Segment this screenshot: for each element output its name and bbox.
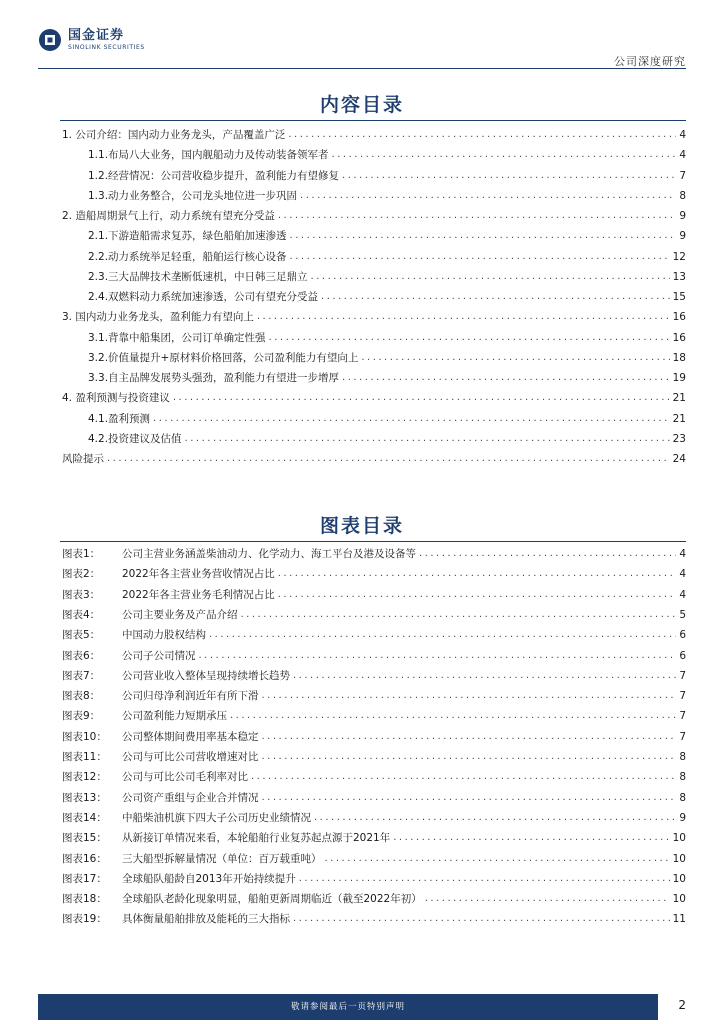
toc-entry-text: 2. 造船周期景气上行，动力系统有望充分受益 xyxy=(62,210,275,222)
logo-english-name: SINOLINK SECURITIES xyxy=(68,43,145,51)
page-header xyxy=(0,0,724,70)
toc-entry[interactable] xyxy=(88,328,686,348)
figure-leader-dots xyxy=(299,869,670,889)
figure-leader-dots xyxy=(262,686,677,706)
toc-entry-page: 21 xyxy=(672,412,686,425)
figure-entry-label: 图表13： xyxy=(62,791,107,804)
figure-leader-dots xyxy=(251,767,676,787)
toc-entry-page: 13 xyxy=(672,270,686,283)
figure-entry-page: 10 xyxy=(672,852,686,865)
toc-leader-dots xyxy=(290,226,677,246)
toc-entry[interactable] xyxy=(88,348,686,368)
figure-entry-page: 8 xyxy=(679,791,686,804)
figure-entry-text: 公司营业收入整体呈现持续增长趋势 xyxy=(122,669,290,682)
toc-entry-page: 18 xyxy=(672,351,686,364)
figure-entry-page: 8 xyxy=(679,751,686,763)
figure-entry-text: 公司整体期间费用率基本稳定 xyxy=(122,730,259,743)
toc-leader-dots xyxy=(269,328,670,348)
toc-entry-text: 3.2.价值量提升+原材料价格回落，公司盈利能力有望向上 xyxy=(88,351,359,364)
page-footer xyxy=(38,994,686,1024)
figure-entry-label: 图表6： xyxy=(62,649,101,662)
toc-entry[interactable] xyxy=(62,449,686,469)
figure-leader-dots xyxy=(230,706,676,726)
toc-entry-text: 1.2.经营情况：公司营收稳步提升，盈利能力有望修复 xyxy=(88,169,340,182)
toc-entry[interactable] xyxy=(88,247,686,267)
figure-entry-label: 图表12： xyxy=(62,771,107,784)
figure-entry-page: 7 xyxy=(679,669,686,682)
figure-entry-page: 6 xyxy=(679,649,686,662)
toc-entry-text: 2.2.动力系统举足轻重，船舶运行核心设备 xyxy=(88,250,287,263)
figure-entry[interactable] xyxy=(62,544,686,564)
toc-leader-dots xyxy=(288,125,676,145)
toc-entry[interactable] xyxy=(88,166,686,186)
figure-leader-dots xyxy=(262,747,677,767)
toc-entry[interactable] xyxy=(62,388,686,408)
figure-entry-text: 中船柴油机旗下四大子公司历史业绩情况 xyxy=(122,811,311,824)
figure-leader-dots xyxy=(325,849,670,869)
figure-entry-text: 全球船队船龄自2013年开始持续提升 xyxy=(122,872,296,885)
toc-entry-text: 3.1.背靠中船集团，公司订单确定性强 xyxy=(88,331,266,344)
figure-entry-page: 4 xyxy=(679,568,686,581)
toc-entry-text: 4. 盈利预测与投资建议 xyxy=(62,392,170,405)
toc-entry-page: 12 xyxy=(672,250,686,263)
figure-entry-label: 图表19： xyxy=(62,913,107,926)
toc-title-rule xyxy=(60,120,686,121)
toc-title: 内容目录 xyxy=(319,94,404,116)
figure-entry[interactable] xyxy=(62,646,686,666)
figure-leader-dots xyxy=(425,889,670,909)
report-type-label: 公司深度研究 xyxy=(614,55,686,68)
figure-entry-text: 公司归母净利润近年有所下滑 xyxy=(122,690,259,703)
figure-entry-text: 公司盈利能力短期承压 xyxy=(122,710,227,723)
figure-entry-label: 图表2： xyxy=(62,568,101,581)
figure-entry-page: 7 xyxy=(679,730,686,743)
toc-entry[interactable] xyxy=(88,368,686,388)
figure-leader-dots xyxy=(419,544,676,564)
toc-entry-page: 4 xyxy=(679,149,686,162)
toc-entry[interactable] xyxy=(88,226,686,246)
toc-leader-dots xyxy=(332,145,677,165)
figure-leader-dots xyxy=(241,605,677,625)
toc-entry-text: 3.3.自主品牌发展势头强劲，盈利能力有望进一步增厚 xyxy=(88,372,340,384)
figure-leader-dots xyxy=(293,666,676,686)
figure-entry[interactable] xyxy=(62,909,686,929)
figure-entry-page: 10 xyxy=(672,832,686,845)
figure-leader-dots xyxy=(199,646,677,666)
toc-entry-text: 风险提示 xyxy=(62,453,104,465)
figures-title: 图表目录 xyxy=(319,515,404,537)
figure-entry[interactable] xyxy=(62,706,686,726)
figure-entry-label: 图表7： xyxy=(62,669,101,682)
toc-leader-dots xyxy=(257,307,670,327)
disclaimer-notice: 敬请参阅最后一页特别声明 xyxy=(38,994,658,1020)
toc-entry[interactable] xyxy=(88,429,686,449)
figure-entry[interactable] xyxy=(62,767,686,787)
toc-entry-page: 9 xyxy=(679,210,686,222)
toc-entry-page: 7 xyxy=(679,169,686,182)
figure-entry-text: 具体衡量船舶排放及能耗的三大指标 xyxy=(122,913,290,926)
figure-entry-page: 10 xyxy=(672,872,686,885)
figure-entry[interactable] xyxy=(62,585,686,605)
figure-entry-label: 图表11： xyxy=(62,751,107,763)
figure-entry-label: 图表5： xyxy=(62,629,101,642)
logo-chinese-name: 国金证券 xyxy=(68,27,125,43)
toc-leader-dots xyxy=(321,287,670,307)
figure-entry-text: 公司与可比公司毛利率对比 xyxy=(122,771,248,784)
toc-entry-page: 24 xyxy=(672,453,686,465)
figure-entry[interactable] xyxy=(62,727,686,747)
figure-entry-label: 图表16： xyxy=(62,852,107,865)
toc-entry-text: 2.4.双燃料动力系统加速渗透，公司有望充分受益 xyxy=(88,291,319,303)
toc-entry-text: 1.3.动力业务整合，公司龙头地位进一步巩固 xyxy=(88,189,298,202)
figure-entry[interactable] xyxy=(62,666,686,686)
figure-leader-dots xyxy=(314,808,676,828)
figure-entry-label: 图表17： xyxy=(62,872,107,885)
figure-entry-text: 三大船型拆解量情况（单位：百万载重吨） xyxy=(122,852,322,865)
toc-entry[interactable] xyxy=(88,267,686,287)
figure-entry-page: 7 xyxy=(679,690,686,703)
toc-entry-page: 23 xyxy=(672,432,686,445)
figure-entry[interactable] xyxy=(62,849,686,869)
toc-entry-text: 1.1.布局八大业务，国内舰船动力及传动装备领军者 xyxy=(88,149,329,162)
header-divider xyxy=(38,68,686,69)
figure-entry[interactable] xyxy=(62,788,686,808)
toc-leader-dots xyxy=(300,186,676,206)
toc-entry-page: 19 xyxy=(672,372,686,384)
toc-entry-page: 8 xyxy=(679,189,686,202)
figure-entry-label: 图表15： xyxy=(62,832,107,845)
figure-entry-text: 公司与可比公司营收增速对比 xyxy=(122,751,259,763)
figure-entry-text: 2022年各主营业务营收情况占比 xyxy=(122,568,275,581)
figure-leader-dots xyxy=(278,564,677,584)
figure-entry[interactable] xyxy=(62,869,686,889)
figure-entry-label: 图表3： xyxy=(62,588,101,601)
figure-leader-dots xyxy=(262,727,677,747)
figure-entry[interactable] xyxy=(62,686,686,706)
figure-entry-page: 6 xyxy=(679,629,686,642)
figure-entry-text: 公司主要业务及产品介绍 xyxy=(122,608,238,621)
figure-leader-dots xyxy=(278,585,677,605)
sinolink-logo-icon xyxy=(38,28,62,52)
figure-entry-text: 2022年各主营业务毛利情况占比 xyxy=(122,588,275,601)
figure-entry-label: 图表8： xyxy=(62,690,101,703)
figure-entry[interactable] xyxy=(62,625,686,645)
toc-entry-page: 4 xyxy=(679,129,686,141)
figure-entry[interactable] xyxy=(62,828,686,848)
figure-entry-label: 图表14： xyxy=(62,811,107,824)
figure-entry-page: 11 xyxy=(672,913,686,926)
toc-leader-dots xyxy=(290,247,670,267)
toc-entry-text: 2.3.三大品牌技术垄断低速机，中日韩三足鼎立 xyxy=(88,270,308,283)
toc-entry-text: 3. 国内动力业务龙头，盈利能力有望向上 xyxy=(62,311,254,324)
figure-entry-text: 从新接订单情况来看，本轮船舶行业复苏起点源于2021年 xyxy=(122,832,391,845)
toc-entry[interactable] xyxy=(88,409,686,429)
toc-leader-dots xyxy=(173,388,670,408)
toc-entry-page: 16 xyxy=(672,311,686,324)
toc-entry-page: 16 xyxy=(672,331,686,344)
figure-entry-text: 公司子公司情况 xyxy=(122,649,196,662)
figure-leader-dots xyxy=(209,625,676,645)
toc-leader-dots xyxy=(311,267,670,287)
figure-entry-page: 4 xyxy=(679,548,686,560)
toc-entry-text: 2.1.下游造船需求复苏，绿色船舶加速渗透 xyxy=(88,230,287,243)
figure-entry[interactable] xyxy=(62,747,686,767)
toc-entry[interactable] xyxy=(62,125,686,145)
figure-entry-label: 图表4： xyxy=(62,608,101,621)
toc-leader-dots xyxy=(153,409,670,429)
figure-entry-text: 公司主营业务涵盖柴油动力、化学动力、海工平台及港及设备等 xyxy=(122,548,416,560)
toc-leader-dots xyxy=(278,206,676,226)
toc-entry[interactable] xyxy=(62,206,686,226)
toc-leader-dots xyxy=(361,348,669,368)
page-number: 2 xyxy=(678,998,686,1012)
toc-entry-text: 4.2.投资建议及估值 xyxy=(88,432,182,445)
toc-entry[interactable] xyxy=(88,186,686,206)
figure-entry[interactable] xyxy=(62,605,686,625)
toc-entry-page: 15 xyxy=(672,291,686,303)
toc-leader-dots xyxy=(185,429,670,449)
toc-entry[interactable] xyxy=(62,307,686,327)
toc-leader-dots xyxy=(107,449,670,469)
figure-leader-dots xyxy=(262,788,677,808)
figure-entry-text: 公司资产重组与企业合并情况 xyxy=(122,791,259,804)
figure-leader-dots xyxy=(393,828,669,848)
figure-entry[interactable] xyxy=(62,808,686,828)
toc-leader-dots xyxy=(342,368,670,388)
figure-entry-label: 图表18： xyxy=(62,893,107,906)
figure-entry[interactable] xyxy=(62,564,686,584)
toc-entry-text: 4.1.盈利预测 xyxy=(88,412,151,425)
figure-entry-page: 7 xyxy=(679,710,686,723)
toc-leader-dots xyxy=(342,166,676,186)
toc-entry[interactable] xyxy=(88,145,686,165)
toc-entry-text: 1. 公司介绍：国内动力业务龙头，产品覆盖广泛 xyxy=(62,129,286,141)
figure-entry-page: 10 xyxy=(672,893,686,906)
figure-entry-text: 中国动力股权结构 xyxy=(122,629,206,642)
figures-title-rule xyxy=(60,541,686,542)
figure-entry-label: 图表10： xyxy=(62,730,107,743)
figure-entry-page: 9 xyxy=(679,811,686,824)
toc-entry[interactable] xyxy=(88,287,686,307)
figure-entry-label: 图表9： xyxy=(62,710,101,723)
figure-entry-label: 图表1： xyxy=(62,548,101,560)
figure-entry[interactable] xyxy=(62,889,686,909)
toc-entry-page: 21 xyxy=(672,392,686,405)
toc-entry-page: 9 xyxy=(679,230,686,243)
company-logo xyxy=(38,28,145,52)
figure-entry-page: 5 xyxy=(679,608,686,621)
figure-entry-page: 8 xyxy=(679,771,686,784)
figure-leader-dots xyxy=(293,909,670,929)
figure-entry-text: 全球船队老龄化现象明显，船舶更新周期临近（截至2022年初） xyxy=(122,893,422,906)
figure-entry-page: 4 xyxy=(679,588,686,601)
